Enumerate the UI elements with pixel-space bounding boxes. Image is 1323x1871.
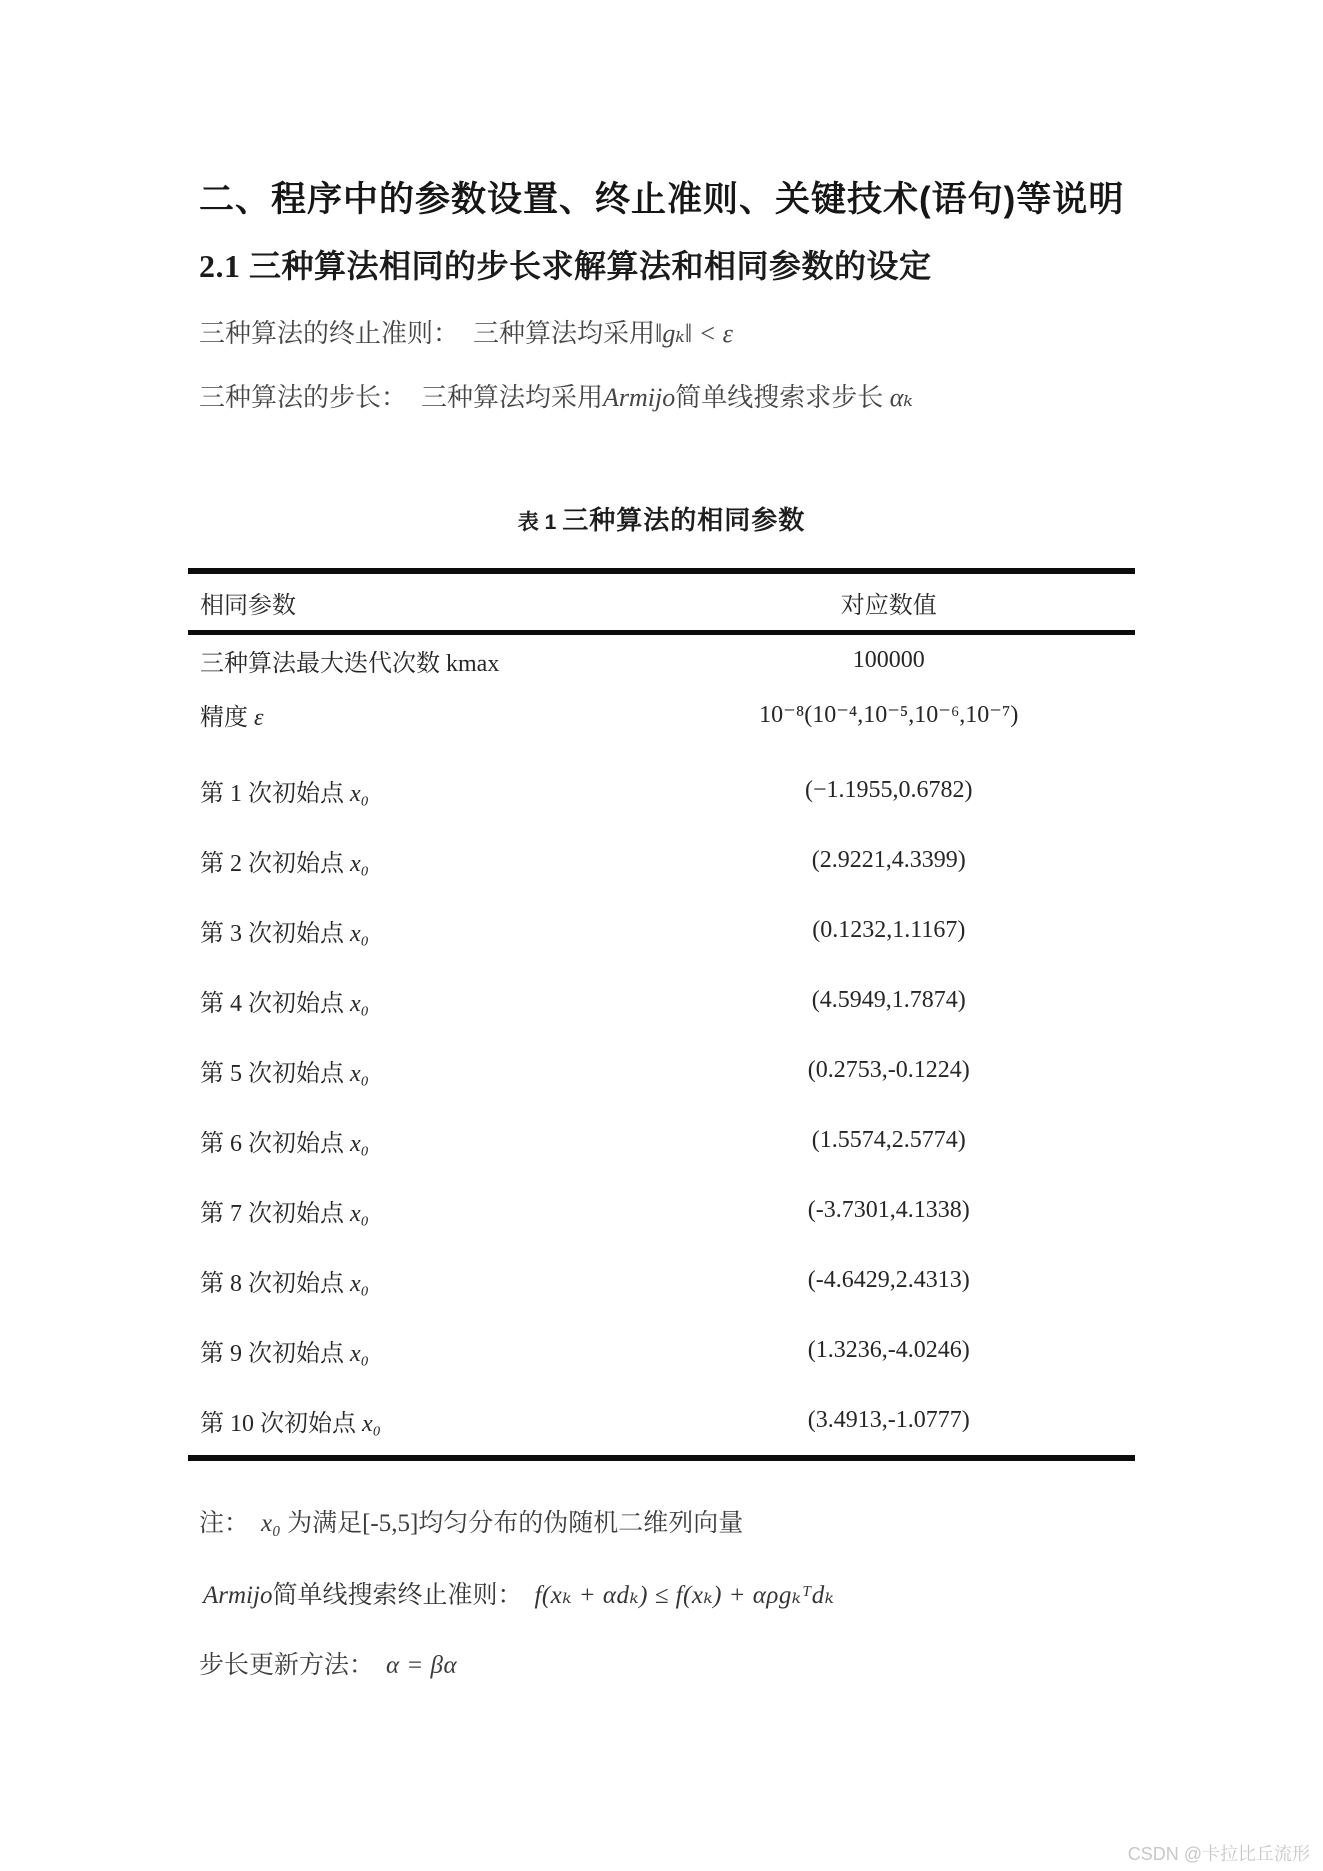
row-param-cell xyxy=(188,1123,643,1158)
table-row xyxy=(188,1175,1135,1245)
row-value-cell: (2.9221,4.3399) xyxy=(811,846,966,873)
row-param-cell xyxy=(188,913,643,948)
table-row xyxy=(188,685,1135,743)
column-header-value: 对应数值 xyxy=(840,592,937,619)
parameters-table xyxy=(188,568,1135,1461)
termination-criterion-line xyxy=(199,313,733,350)
row-param-cell xyxy=(188,697,643,732)
row-value-cell: (4.5949,1.7874) xyxy=(811,986,966,1013)
row-param-math: x₀ xyxy=(350,780,369,807)
armijo-criterion-line xyxy=(203,1575,834,1611)
table-caption-number: 表 1 xyxy=(517,511,557,534)
row-param-label: 三种算法最大迭代次数 kmax xyxy=(200,650,500,677)
step-update-formula: α = βα xyxy=(386,1652,458,1679)
step-length-label: 三种算法的步长： xyxy=(199,383,408,412)
row-param-label: 第 10 次初始点 xyxy=(200,1410,362,1437)
row-param-label: 第 5 次初始点 xyxy=(200,1060,350,1087)
table-row xyxy=(188,1385,1135,1455)
row-param-math: x₀ xyxy=(350,920,369,947)
row-value-cell: 10⁻⁸(10⁻⁴,10⁻⁵,10⁻⁶,10⁻⁷) xyxy=(759,701,1019,728)
row-param-math: x₀ xyxy=(350,850,369,877)
row-param-label: 第 3 次初始点 xyxy=(200,920,350,947)
row-value-cell: (1.3236,-4.0246) xyxy=(807,1336,970,1363)
row-param-cell xyxy=(188,643,643,678)
step-length-line xyxy=(199,377,913,414)
note-line xyxy=(199,1503,743,1539)
row-param-cell xyxy=(188,1053,643,1088)
row-value-cell: (0.1232,1.1167) xyxy=(812,916,966,943)
table-header-row xyxy=(188,574,1135,635)
row-param-cell xyxy=(188,1263,643,1298)
subsection-title: 2.1 三种算法相同的步长求解算法和相同参数的设定 xyxy=(199,248,932,284)
row-param-label: 第 1 次初始点 xyxy=(200,780,350,807)
section-title: 二、程序中的参数设置、终止准则、关键技术(语句)等说明 xyxy=(199,180,1125,219)
step-length-text: 三种算法均采用 xyxy=(421,383,604,412)
armijo-formula: f(xₖ + αdₖ) ≤ f(xₖ) + αρgₖᵀdₖ xyxy=(534,1582,835,1609)
termination-label: 三种算法的终止准则： xyxy=(199,319,460,348)
table-row xyxy=(188,895,1135,965)
row-param-label: 第 9 次初始点 xyxy=(200,1340,350,1367)
row-param-label: 第 8 次初始点 xyxy=(200,1270,350,1297)
row-value-cell: (−1.1955,0.6782) xyxy=(805,776,973,803)
row-param-math: x₀ xyxy=(350,1340,369,1367)
table-row xyxy=(188,755,1135,825)
row-param-cell xyxy=(188,1333,643,1368)
step-update-line xyxy=(199,1645,457,1681)
row-param-math: x₀ xyxy=(350,1060,369,1087)
row-param-label: 第 7 次初始点 xyxy=(200,1200,350,1227)
table-row xyxy=(188,1035,1135,1105)
table-row xyxy=(188,1245,1135,1315)
row-param-cell xyxy=(188,1193,643,1228)
table-row xyxy=(188,1315,1135,1385)
table-row xyxy=(188,635,1135,685)
row-value-cell: (3.4913,-1.0777) xyxy=(807,1406,970,1433)
row-param-cell xyxy=(188,1403,643,1438)
row-value-cell: (-3.7301,4.1338) xyxy=(807,1196,970,1223)
row-param-cell xyxy=(188,983,643,1018)
armijo-name: Armijo xyxy=(603,383,676,412)
row-param-label: 第 4 次初始点 xyxy=(200,990,350,1017)
step-update-label: 步长更新方法： xyxy=(199,1652,375,1679)
row-param-cell xyxy=(188,843,643,878)
row-param-math: x₀ xyxy=(350,1270,369,1297)
table-row xyxy=(188,825,1135,895)
note-text: 为满足[-5,5]均匀分布的伪随机二维列向量 xyxy=(280,1510,744,1537)
table-body xyxy=(188,635,1135,1455)
row-value-cell: (1.5574,2.5774) xyxy=(811,1126,966,1153)
column-header-param: 相同参数 xyxy=(200,592,296,619)
row-value-cell: (-4.6429,2.4313) xyxy=(807,1266,970,1293)
row-param-math: x₀ xyxy=(350,1200,369,1227)
table-row xyxy=(188,965,1135,1035)
termination-text: 三种算法均采用 xyxy=(473,319,656,348)
row-param-math: x₀ xyxy=(350,1130,369,1157)
armijo-name: Armijo xyxy=(203,1582,273,1609)
termination-math: ‖gₖ‖ < ε xyxy=(655,319,733,348)
step-length-suffix: 简单线搜索求步长 xyxy=(675,383,890,412)
table-row xyxy=(188,1105,1135,1175)
table-caption-title: 三种算法的相同参数 xyxy=(562,505,806,535)
row-value-cell: 100000 xyxy=(852,646,925,673)
row-param-cell xyxy=(188,773,643,808)
step-length-math: αₖ xyxy=(889,383,913,412)
note-label: 注： xyxy=(199,1510,250,1537)
note-math: x₀ xyxy=(261,1510,281,1537)
row-param-label: 第 2 次初始点 xyxy=(200,850,350,877)
row-param-math: x₀ xyxy=(350,990,369,1017)
armijo-label: 简单线搜索终止准则： xyxy=(272,1582,523,1609)
row-param-math: x₀ xyxy=(362,1410,381,1437)
row-value-cell: (0.2753,-0.1224) xyxy=(807,1056,970,1083)
row-param-label: 第 6 次初始点 xyxy=(200,1130,350,1157)
csdn-watermark: CSDN @卡拉比丘流形 xyxy=(1127,1844,1310,1864)
table-caption xyxy=(188,500,1135,537)
row-param-label: 精度 xyxy=(200,704,254,731)
row-param-math: ε xyxy=(254,704,264,731)
